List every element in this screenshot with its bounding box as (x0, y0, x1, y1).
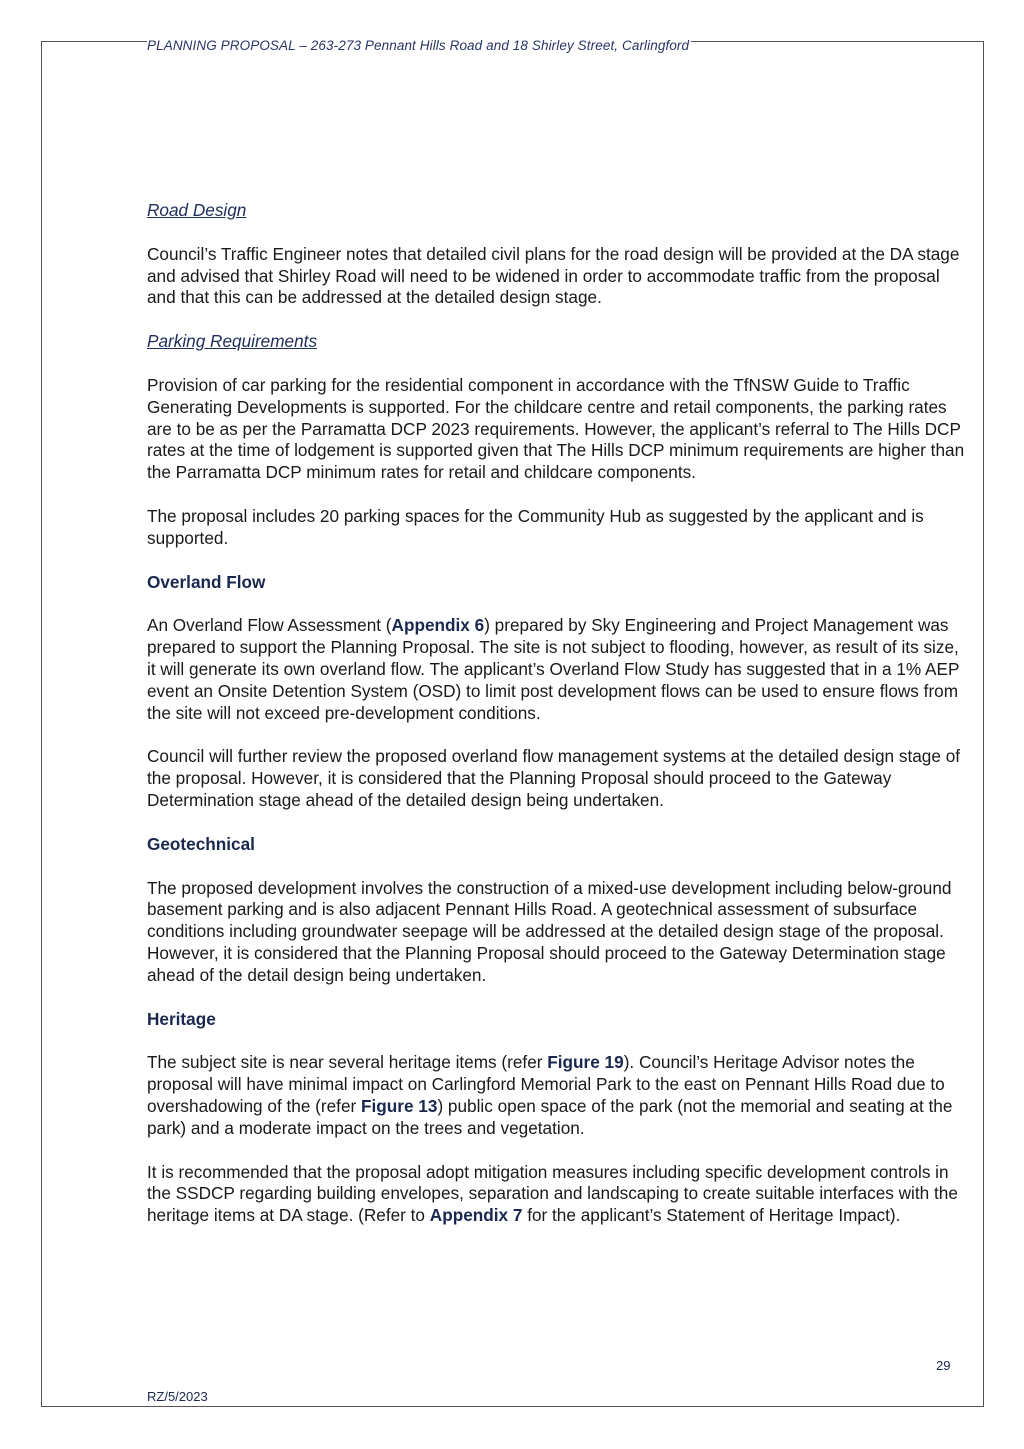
overland-flow-heading: Overland Flow (147, 571, 266, 592)
road-design-heading: Road Design (147, 200, 247, 220)
heritage-paragraph-1: The subject site is near several heritage items (refer Figure 19). Council’s Heritage Advisor notes the proposal will have minimal impact on Carlingford Memorial Park to the east on Pennant Hills Road due to overshadowing of the (refer Figure 13) public open space of the park (not the memorial and seating at the park) and a moderate impact on the trees and vegetation. (147, 1052, 953, 1138)
running-header: PLANNING PROPOSAL – 263-273 Pennant Hills Road and 18 Shirley Street, Carlingford (147, 38, 690, 53)
appendix-6-ref: Appendix 6 (391, 615, 485, 636)
page-body (147, 200, 967, 1249)
appendix-7-ref: Appendix 7 (429, 1205, 523, 1226)
parking-requirements-heading: Parking Requirements (147, 331, 318, 352)
heritage-heading: Heritage (147, 1008, 216, 1029)
overland-flow-paragraph-1: An Overland Flow Assessment (Appendix 6) prepared by Sky Engineering and Project Management was prepared to support the Planning Proposal. The site is not subject to flooding, however, as result of its size, it will generate its own overland flow. The applicant’s Overland Flow Study has suggested that in a 1% AEP event an Onsite Detention System (OSD) to limit post development flows can be used to ensure flows from the site will not exceed pre-development conditions. (147, 615, 960, 723)
geotechnical-paragraph: The proposed development involves the construction of a mixed-use development including below-ground basement parking and is also adjacent Pennant Hills Road. A geotechnical assessment of subsurface conditions including groundwater seepage will be addressed at the detailed design stage of the proposal. However, it is considered that the Planning Proposal should proceed to the Gateway Determination stage ahead of the detail design being undertaken. (147, 877, 952, 985)
geotechnical-heading: Geotechnical (147, 833, 255, 854)
road-design-paragraph: Council’s Traffic Engineer notes that detailed civil plans for the road design will be provided at the DA stage and advised that Shirley Road will need to be widened in order to accommodate traffic from the proposal and that this can be addressed at the detailed design stage. (147, 243, 960, 308)
heritage-paragraph-2: It is recommended that the proposal adopt mitigation measures including specific development controls in the SSDCP regarding building envelopes, separation and landscaping to create suitable interfaces with the heritage items at DA stage. (Refer to Appendix 7 for the applicant’s Statement of Heritage Impact). (147, 1161, 958, 1226)
overland-flow-paragraph-2: Council will further review the proposed overland flow management systems at the detailed design stage of the proposal. However, it is considered that the Planning Proposal should proceed to the Gateway Determination stage ahead of the detailed design being undertaken. (147, 746, 961, 810)
figure-19-ref: Figure 19 (547, 1052, 624, 1073)
page-number: 29 (936, 1358, 951, 1373)
parking-paragraph-2: The proposal includes 20 parking spaces for the Community Hub as suggested by the applicant and is supported. (147, 505, 924, 548)
parking-paragraph-1: Provision of car parking for the residential component in accordance with the TfNSW Guide to Traffic Generating Developments is supported. For the childcare centre and retail components, the parking rates are to be as per the Parramatta DCP 2023 requirements. However, the applicant’s referral to The Hills DCP rates at the time of lodgement is supported given that The Hills DCP minimum requirements are higher than the Parramatta DCP minimum rates for retail and childcare components. (147, 374, 965, 483)
document-reference: RZ/5/2023 (147, 1389, 208, 1404)
figure-13-ref: Figure 13 (361, 1095, 438, 1116)
